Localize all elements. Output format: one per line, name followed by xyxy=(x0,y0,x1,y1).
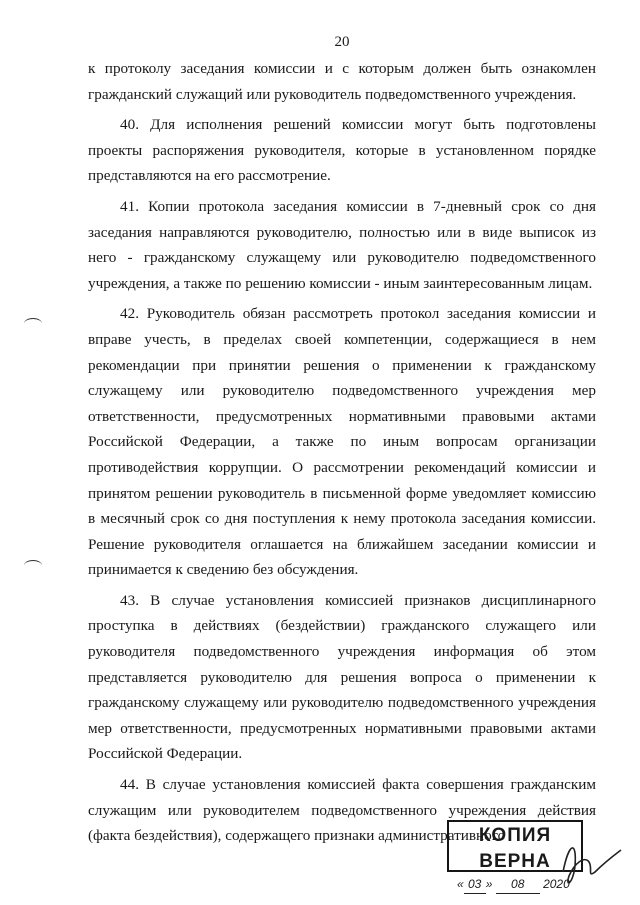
paragraph-43: 43. В случае установления комиссией признаков дисциплинарного проступка в действиях (бездействии) гражданского служащего или руководителя подведомственного учреждения информация об этом представляется руководителю для решения вопроса о применении к гражданскому служащему или руководителю подведомственного учреждения мер ответственности, предусмотренных нормативными правовыми актами Российской Федерации. xyxy=(88,591,596,763)
document-body xyxy=(88,56,596,849)
stamp-day: 03 xyxy=(464,875,486,894)
paragraph-continuation: к протоколу заседания комиссии и с которым должен быть ознакомлен гражданский служащий или руководитель подведомственного учреждения. xyxy=(88,60,596,103)
stamp-title: КОПИЯ ВЕРНА xyxy=(478,825,552,872)
paragraph-41: 41. Копии протокола заседания комиссии в 7-дневный срок со дня заседания направляются руководителю, полностью или в виде выписок из него - гражданскому служащему или руководителю подведомственного учреждения, а также по решению комиссии - иным заинтересованным лицам. xyxy=(88,197,596,292)
paragraph-40: 40. Для исполнения решений комиссии могут быть подготовлены проекты распоряжения руководителя, которые в установленном порядке представляются на его рассмотрение. xyxy=(88,116,596,185)
stamp-year: 20 xyxy=(556,877,570,891)
margin-mark xyxy=(24,318,42,329)
signature-icon xyxy=(555,832,635,892)
stamp-date: « 03 » 08 2020 xyxy=(449,875,581,894)
paragraph-42: 42. Руководитель обязан рассмотреть протокол заседания комиссии и вправе учесть, в пределах своей компетенции, содержащиеся в нем рекомендации при принятии решения о применении к гражданскому служащему или руководителю подведомственного учреждения мер ответственности, предусмотренных нормативными правовыми актами Российской Федерации, а также по иным вопросам организации противодействия коррупции. О рассмотрении рекомендаций комиссии и принятом решении руководитель в письменной форме уведомляет комиссию в месячный срок со дня поступления к нему протокола заседания комиссии. Решение руководителя оглашается на ближайшем заседании комиссии и принимается к сведению без обсуждения. xyxy=(88,305,596,579)
margin-mark xyxy=(24,560,42,571)
page-number: 20 xyxy=(334,34,350,50)
paragraph-44: 44. В случае установления комиссией факта совершения гражданским служащим или руководителем подведомственного учреждения действия (факта бездействия), содержащего признаки административного xyxy=(88,776,596,845)
stamp-month: 08 xyxy=(496,875,540,894)
